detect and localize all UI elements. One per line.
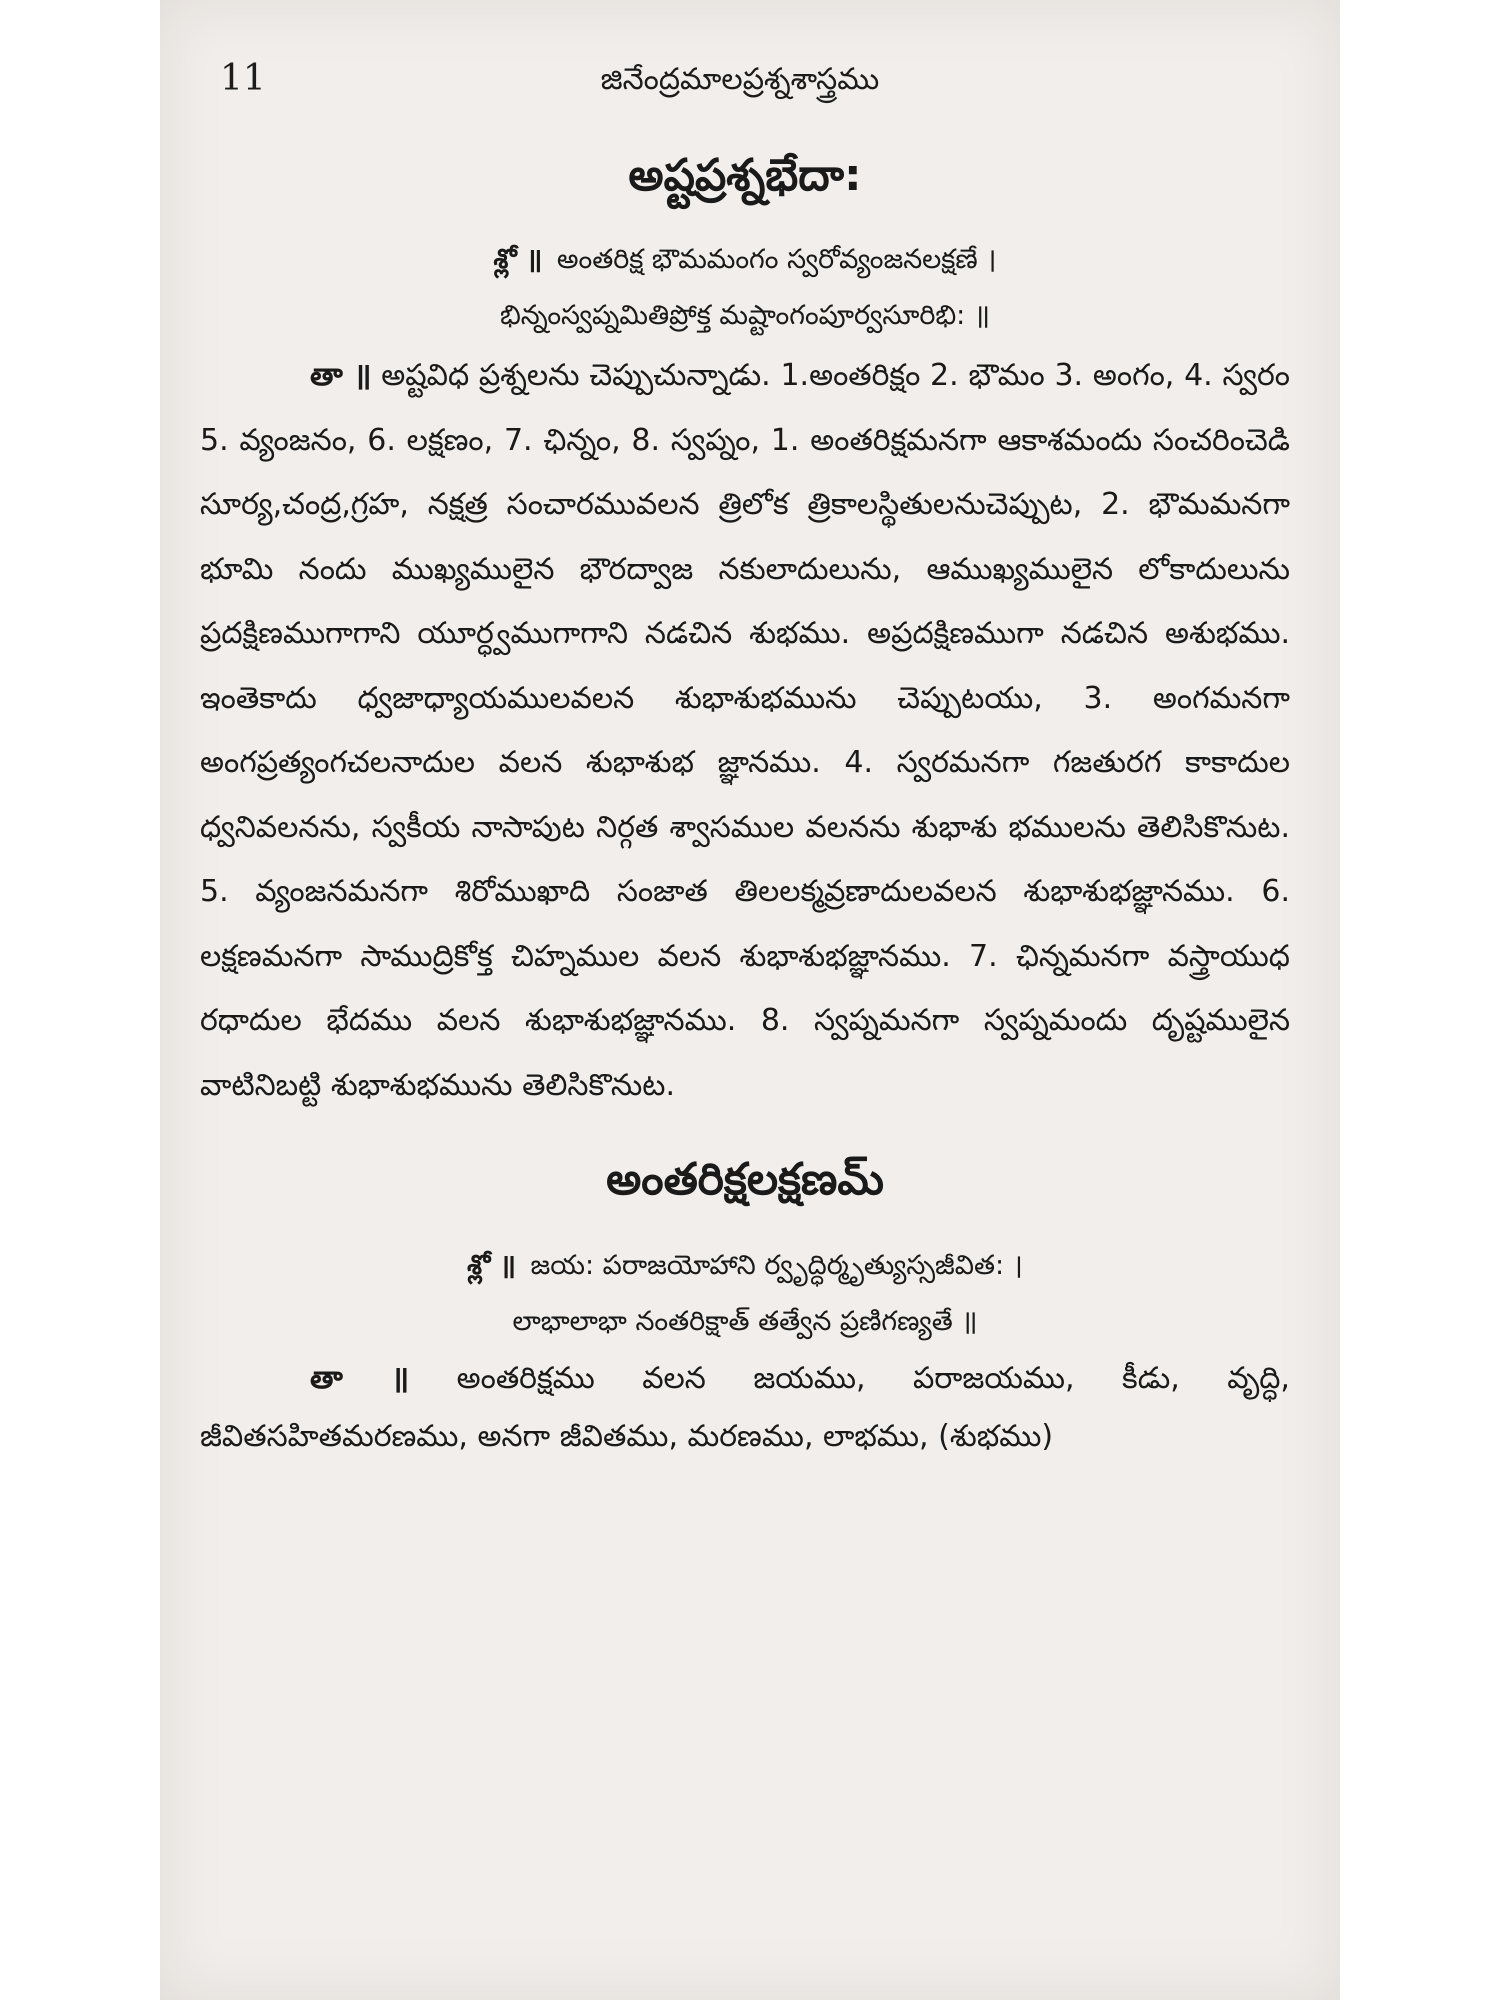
verse-label: శ్లో ॥ (467, 1250, 516, 1281)
page-number: 11 (220, 58, 266, 99)
commentary-label: తా ॥ (310, 1361, 410, 1396)
commentary-text: అష్టవిధ ప్రశ్నలను చెప్పుచున్నాడు. 1.అంతరిక్షం 2. భౌమం 3. అంగం, 4. స్వరం 5. వ్యంజనం, 6. లక్షణం, 7. ఛిన్నం, 8. స్వప్నం, 1. అంతరిక్షమనగా ఆకాశమందు సంచరించెడి సూర్య,చంద్ర,గ్రహ, నక్షత్ర సంచారమువలన త్రిలోక త్రికాలస్థితులనుచెప్పుట, 2. భౌమమనగా భూమి నందు ముఖ్యములైన భౌరద్వాజ నకులాదులును, ఆముఖ్యములైన లోకాదులును ప్రదక్షిణముగాగాని యూర్ధ్వముగాగాని నడచిన శుభము. అప్రదక్షిణముగా నడచిన అశుభము. ఇంతెకాదు ధ్వజాధ్యాయములవలన శుభాశుభమును చెప్పుటయు, 3. అంగమనగా అంగప్రత్యంగచలనాదుల వలన శుభాశుభ జ్ఞానము. 4. స్వరమనగా గజతురగ కాకాదుల ధ్వనివలనను, స్వకీయ నాసాపుట నిర్గత శ్వాసముల వలనను శుభాశు భములను తెలిసికొనుట. 5. వ్యంజనమనగా శిరోముఖాది సంజాత తిలలక్మవ్రణాదులవలన శుభాశుభజ్ఞానము. 6. లక్షణమనగా సాముద్రికోక్త చిహ్నముల వలన శుభాశుభజ్ఞానము. 7. ఛిన్నమనగా వస్త్రాయుధ రధాదుల భేదము వలన శుభాశుభజ్ఞానము. 8. స్వప్నమనగా స్వప్నమందు దృష్టములైన వాటినిబట్టి శుభాశుభమును తెలిసికొనుట. (200, 358, 1290, 1103)
verse-text: అంతరిక్ష భౌమమంగం స్వరోవ్యంజనలక్షణే । (556, 244, 997, 275)
section-heading-ashta-prashna: అష్టప్రశ్నభేదా: (628, 150, 862, 201)
verse-line-1 (200, 232, 1290, 288)
running-title: జినేంద్రమాలప్రశ్నశాస్త్రము (600, 62, 880, 97)
page-header (220, 50, 1260, 110)
verse-block-1 (200, 232, 1290, 344)
verse-text: జయ: పరాజయోహాని ర్వృద్ధిర్మృత్యుస్సజీవిత: । (530, 1250, 1023, 1281)
verse-line-2: లాభాలాభా నంతరిక్షాత్ తత్వేన ప్రణిగణ్యతే ॥ (512, 1306, 978, 1337)
section-heading-antariksha: అంతరిక్షలక్షణమ్ (606, 1154, 884, 1205)
commentary-text: అంతరిక్షము వలన జయము, పరాజయము, కీడు, వృద్ధి, జీవితసహితమరణము, అనగా జీవితము, మరణము, లాభము, (శుభము) (200, 1361, 1290, 1454)
verse-line-1 (200, 1238, 1290, 1294)
verse-label: శ్లో ॥ (493, 244, 543, 275)
verse-block-2 (200, 1238, 1290, 1350)
commentary-paragraph-1 (200, 344, 1290, 1118)
commentary-paragraph-2 (200, 1350, 1290, 1466)
commentary-label: తా ॥ (310, 358, 372, 393)
page-content (200, 150, 1290, 1466)
book-page (160, 0, 1340, 2000)
verse-line-2: భిన్నంస్వప్నమితిప్రోక్త మష్టాంగంపూర్వసూరిభి: ॥ (499, 300, 991, 331)
